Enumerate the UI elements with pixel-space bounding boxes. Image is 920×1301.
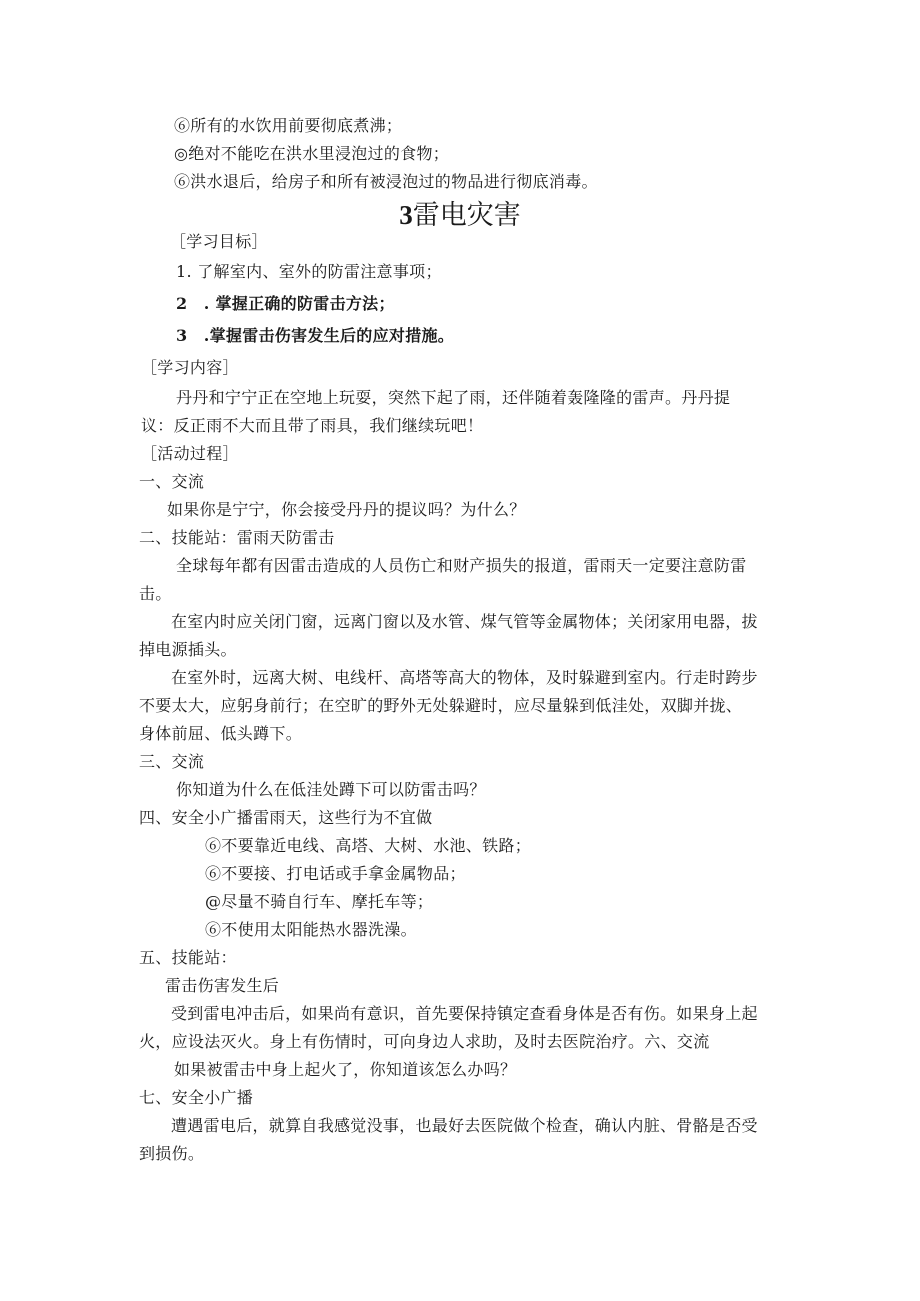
objective-item: 3 .掌握雷击伤害发生后的应对措施。 — [176, 326, 455, 345]
paragraph-line: 击。 — [139, 584, 172, 603]
objectives-heading: ［学习目标］ — [170, 232, 268, 251]
list-item: ⑥洪水退后，给房子和所有被浸泡过的物品进行彻底消毒。 — [174, 172, 598, 191]
paragraph-line: 丹丹和宁宁正在空地上玩耍，突然下起了雨，还伴随着轰隆隆的雷声。丹丹提 — [176, 388, 731, 407]
subsection-heading: 雷击伤害发生后 — [165, 976, 280, 995]
paragraph-line: 如果你是宁宁，你会接受丹丹的提议吗？为什么？ — [167, 500, 526, 519]
paragraph-line: 火，应设法灭火。身上有伤情时，可向身边人求助，及时去医院治疗。六、交流 — [139, 1032, 710, 1051]
list-item: ⑥不要接、打电话或手拿金属物品； — [205, 864, 466, 883]
paragraph-line: 在室外时，远离大树、电线杆、高塔等高大的物体，及时躲避到室内。行走时跨步 — [171, 668, 758, 687]
content-heading: ［学习内容］ — [141, 358, 239, 377]
list-item: ⑥不使用太阳能热水器洗澡。 — [205, 920, 417, 939]
objective-item: 2 . 掌握正确的防雷击方法； — [176, 294, 395, 313]
section-heading: 一、交流 — [139, 472, 205, 491]
paragraph-line: 身体前屈、低头蹲下。 — [139, 724, 303, 743]
section-heading: 七、安全小广播 — [139, 1088, 254, 1107]
paragraph-line: 议：反正雨不大而且带了雨具，我们继续玩吧！ — [141, 416, 484, 435]
process-heading: ［活动过程］ — [141, 444, 239, 463]
paragraph-line: 掉电源插头。 — [139, 640, 237, 659]
list-item: @尽量不骑自行车、摩托车等； — [205, 892, 434, 911]
paragraph-line: 受到雷电冲击后，如果尚有意识，首先要保持镇定查看身体是否有伤。如果身上起 — [171, 1004, 758, 1023]
section-heading: 四、安全小广播雷雨天，这些行为不宜做 — [139, 808, 433, 827]
title-number: 3 — [399, 200, 413, 230]
section-heading: 五、技能站： — [139, 948, 237, 967]
section-heading: 二、技能站：雷雨天防雷击 — [139, 528, 335, 547]
objective-item: 1. 了解室内、室外的防雷注意事项； — [176, 262, 442, 281]
section-heading: 三、交流 — [139, 752, 205, 771]
list-item: ⑥所有的水饮用前要彻底煮沸； — [174, 116, 403, 135]
list-item: ◎绝对不能吃在洪水里浸泡过的食物； — [174, 144, 450, 163]
page-title — [0, 198, 920, 233]
paragraph-line: 你知道为什么在低洼处蹲下可以防雷击吗？ — [176, 780, 486, 799]
list-item: ⑥不要靠近电线、高塔、大树、水池、铁路； — [205, 836, 532, 855]
paragraph-line: 不要太大，应躬身前行；在空旷的野外无处躲避时，应尽量躲到低洼处，双脚并拢、 — [139, 696, 743, 715]
paragraph-line: 如果被雷击中身上起火了，你知道该怎么办吗？ — [174, 1060, 517, 1079]
paragraph-line: 到损伤。 — [139, 1144, 205, 1163]
paragraph-line: 全球每年都有因雷击造成的人员伤亡和财产损失的报道，雷雨天一定要注意防雷 — [176, 556, 747, 575]
paragraph-line: 遭遇雷电后，就算自我感觉没事，也最好去医院做个检查，确认内脏、骨骼是否受 — [171, 1116, 758, 1135]
title-text: 雷电灾害 — [412, 200, 521, 231]
paragraph-line: 在室内时应关闭门窗，远离门窗以及水管、煤气管等金属物体；关闭家用电器，拔 — [171, 612, 758, 631]
